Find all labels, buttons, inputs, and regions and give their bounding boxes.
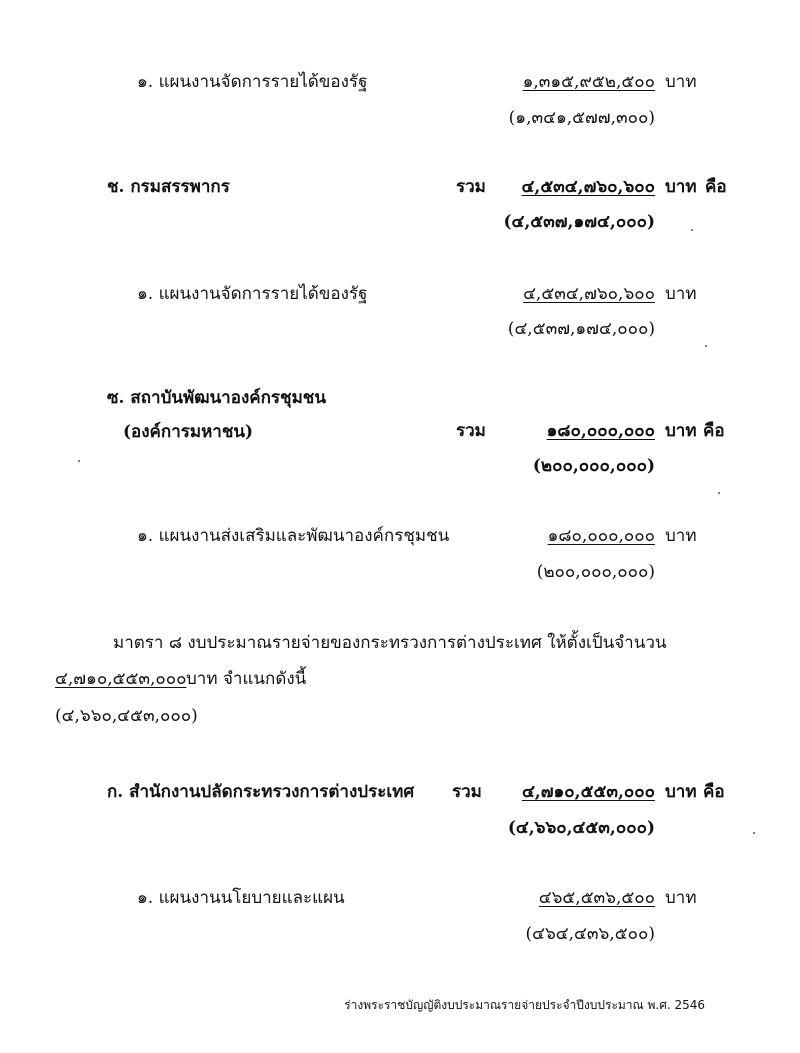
section8-text-line1: มาตรา ๘ งบประมาณรายจ่ายของกระทรวงการต่างประเทศ ให้ตั้งเป็นจำนวน xyxy=(113,633,667,653)
section8-previous: (๔,๖๖๐,๔๕๓,๐๐๐) xyxy=(55,706,198,726)
item-4-amount: ๑๘๐,๐๐๐,๐๐๐ xyxy=(546,421,655,441)
item-5-label: ๑. แผนงานส่งเสริมและพัฒนาองค์กรชุมชน xyxy=(137,526,450,546)
item-6-previous: (๔,๖๖๐,๔๕๓,๐๐๐) xyxy=(507,818,655,838)
item-3-previous: (๔,๕๓๗,๑๗๔,๐๐๐) xyxy=(507,319,655,339)
item-4-total-label: รวม xyxy=(456,421,486,441)
item-4-label-line2: (องค์การมหาชน) xyxy=(123,422,254,442)
scan-speck xyxy=(753,832,755,834)
item-6-amount: ๔,๗๑๐,๕๕๓,๐๐๐ xyxy=(521,782,655,802)
item-6-unit: บาท xyxy=(665,782,697,802)
item-2-previous: (๔,๕๓๗,๑๗๔,๐๐๐) xyxy=(503,212,655,232)
section8-amount: ๔,๗๑๐,๕๕๓,๐๐๐ xyxy=(55,669,187,689)
item-7-amount: ๔๖๕,๕๓๖,๕๐๐ xyxy=(538,888,655,908)
item-4-suffix: คือ xyxy=(703,421,725,441)
item-5-amount: ๑๘๐,๐๐๐,๐๐๐ xyxy=(547,526,655,546)
item-5-unit: บาท xyxy=(665,526,697,546)
scan-speck xyxy=(78,460,80,462)
scan-speck xyxy=(718,492,720,494)
item-1-amount: ๑,๓๑๕,๙๕๒,๕๐๐ xyxy=(522,72,655,92)
item-4-previous: (๒๐๐,๐๐๐,๐๐๐) xyxy=(532,456,655,476)
item-6-label: ก. สำนักงานปลัดกระทรวงการต่างประเทศ xyxy=(107,782,415,802)
scan-speck xyxy=(705,345,707,347)
scan-speck xyxy=(691,229,693,231)
item-7-previous: (๔๖๔,๔๓๖,๕๐๐) xyxy=(525,924,655,944)
item-6-total-label: รวม xyxy=(452,782,482,802)
section8-text-line2: บาท จำแนกดังนี้ xyxy=(186,669,307,689)
item-1-unit: บาท xyxy=(665,72,697,92)
item-2-unit: บาท xyxy=(665,177,697,197)
item-7-unit: บาท xyxy=(665,888,697,908)
item-5-previous: (๒๐๐,๐๐๐,๐๐๐) xyxy=(536,562,655,582)
item-3-amount: ๔,๕๓๔,๗๖๐,๖๐๐ xyxy=(523,284,655,304)
item-4-unit: บาท xyxy=(665,421,697,441)
page-footer: ร่างพระราชบัญญัติงบประมาณรายจ่ายประจำปีงบประมาณ พ.ศ. 2546 xyxy=(344,998,705,1012)
item-3-unit: บาท xyxy=(665,284,697,304)
item-4-label: ซ. สถาบันพัฒนาองค์กรชุมชน xyxy=(107,388,326,408)
item-2-amount: ๔,๕๓๔,๗๖๐,๖๐๐ xyxy=(521,177,655,197)
item-2-label: ช. กรมสรรพากร xyxy=(107,177,230,197)
item-6-suffix: คือ xyxy=(703,782,725,802)
item-2-suffix: คือ xyxy=(705,177,727,197)
item-1-label: ๑. แผนงานจัดการรายได้ของรัฐ xyxy=(137,72,368,92)
item-7-label: ๑. แผนงานนโยบายและแผน xyxy=(137,888,345,908)
item-1-previous: (๑,๓๔๑,๕๗๗,๓๐๐) xyxy=(508,108,655,128)
item-3-label: ๑. แผนงานจัดการรายได้ของรัฐ xyxy=(137,284,368,304)
item-2-total-label: รวม xyxy=(456,177,486,197)
